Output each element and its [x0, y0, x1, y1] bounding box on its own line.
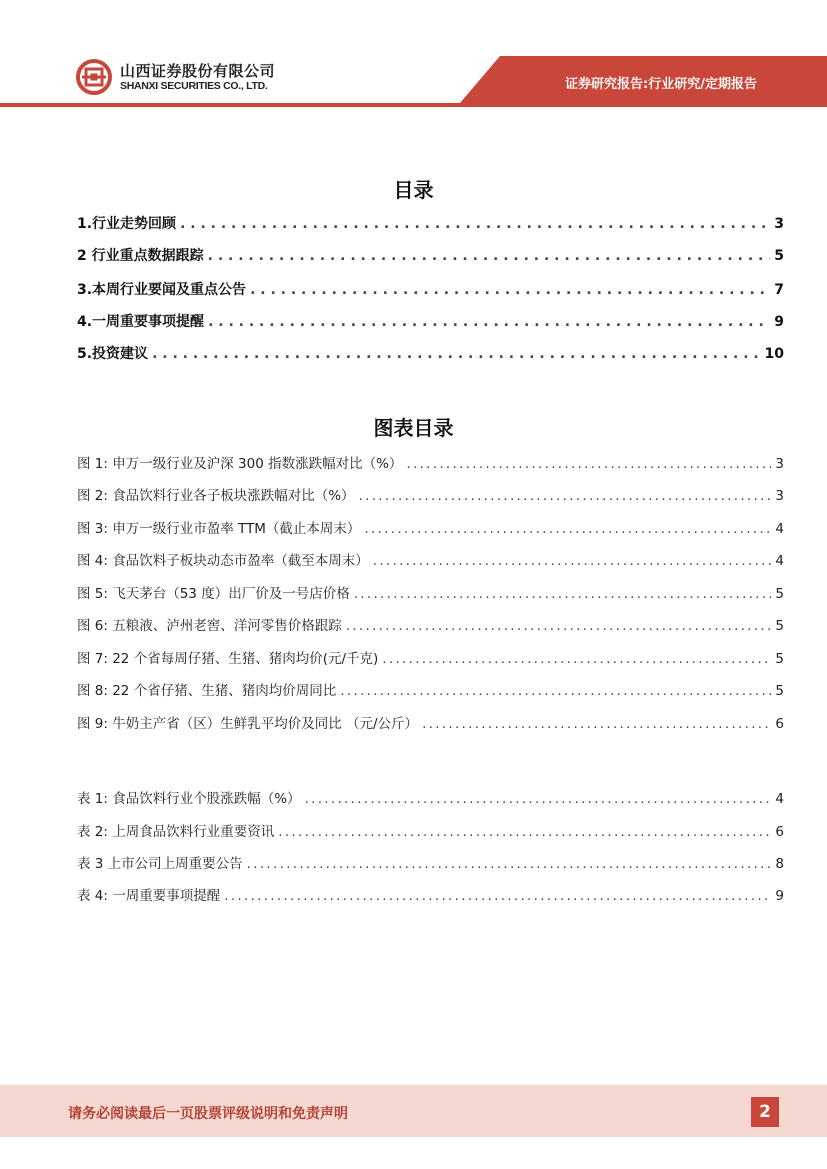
figure-entry[interactable]: [77, 517, 784, 537]
figure-entry-label: 图 6: 五粮液、泸州老窖、洋河零售价格跟踪: [77, 618, 342, 634]
table-entry[interactable]: [77, 884, 784, 904]
toc-title: 目录: [393, 178, 434, 202]
figure-entry-page: 4: [775, 553, 784, 569]
figure-entry-page: 5: [775, 683, 784, 699]
figure-entry-label: 图 8: 22 个省仔猪、生猪、猪肉均价周同比: [77, 683, 337, 699]
table-entry[interactable]: [77, 787, 784, 807]
toc-entry-page: 10: [764, 346, 784, 362]
dot-leader: [208, 314, 770, 330]
table-entry-page: 8: [775, 856, 784, 872]
table-entry[interactable]: [77, 852, 784, 872]
dot-leader: [359, 488, 772, 504]
dot-leader: [224, 888, 771, 904]
figure-entry-page: 4: [775, 521, 784, 537]
figure-entry-page: 5: [775, 651, 784, 667]
dot-leader: [208, 248, 771, 264]
dot-leader: [340, 683, 771, 699]
page-number: 2: [751, 1097, 779, 1127]
toc-entry-page: 7: [774, 282, 784, 298]
table-entry-page: 9: [775, 888, 784, 904]
figure-entry-page: 5: [775, 618, 784, 634]
dot-leader: [346, 618, 772, 634]
page-footer: [0, 1085, 827, 1137]
toc-entry[interactable]: [77, 213, 784, 233]
dot-leader: [180, 216, 770, 232]
toc-entry-label: 5.投资建议: [77, 346, 149, 362]
figure-entry-label: 图 1: 申万一级行业及沪深 300 指数涨跌幅对比（%）: [77, 456, 403, 472]
dot-leader: [250, 282, 770, 298]
table-entry-label: 表 1: 食品饮料行业个股涨跌幅（%）: [77, 791, 301, 807]
dot-leader: [422, 716, 771, 732]
dot-leader: [278, 824, 771, 840]
figure-entry[interactable]: [77, 484, 784, 504]
page-header: [0, 0, 827, 112]
dot-leader: [373, 553, 772, 569]
company-logo-icon: [76, 59, 112, 95]
toc-entry[interactable]: [77, 311, 784, 331]
figure-entry[interactable]: [77, 549, 784, 569]
header-band: [0, 0, 827, 112]
toc-entry-label: 3.本周行业要闻及重点公告: [77, 282, 247, 298]
table-entry-label: 表 3 上市公司上周重要公告: [77, 856, 243, 872]
figure-entry-label: 图 5: 飞天茅台（53 度）出厂价及一号店价格: [77, 586, 350, 602]
figure-entry-page: 3: [775, 488, 784, 504]
dot-leader: [152, 346, 760, 362]
dot-leader: [382, 651, 771, 667]
figure-entry-label: 图 3: 申万一级行业市盈率 TTM（截止本周末）: [77, 521, 361, 537]
dot-leader: [305, 791, 772, 807]
figure-entry[interactable]: [77, 647, 784, 667]
table-entry-page: 6: [775, 824, 784, 840]
table-entry[interactable]: [77, 820, 784, 840]
table-entry-label: 表 4: 一周重要事项提醒: [77, 888, 221, 904]
dot-leader: [406, 456, 771, 472]
figure-entry-label: 图 9: 牛奶主产省（区）生鲜乳平均价及同比 （元/公斤）: [77, 716, 419, 732]
toc-entry-page: 3: [774, 216, 784, 232]
figure-entry-label: 图 7: 22 个省每周仔猪、生猪、猪肉均价(元/千克): [77, 651, 379, 667]
table-entry-label: 表 2: 上周食品饮料行业重要资讯: [77, 824, 275, 840]
figure-entry[interactable]: [77, 712, 784, 732]
toc-entry[interactable]: [77, 279, 784, 299]
figure-entry-label: 图 2: 食品饮料行业各子板块涨跌幅对比（%）: [77, 488, 355, 504]
toc-entry-page: 5: [774, 248, 784, 264]
figure-list-title: 图表目录: [373, 416, 454, 440]
toc-entry-label: 2 行业重点数据跟踪: [77, 248, 204, 264]
toc-entry[interactable]: [77, 245, 784, 265]
dot-leader: [354, 586, 772, 602]
figure-entry-page: 6: [775, 716, 784, 732]
toc-entry-label: 1.行业走势回顾: [77, 216, 177, 232]
dot-leader: [364, 521, 771, 537]
disclaimer-notice: 请务必阅读最后一页股票评级说明和免责声明: [68, 1106, 348, 1122]
company-name-en: SHANXI SECURITIES CO., LTD.: [120, 80, 268, 92]
table-entry-page: 4: [775, 791, 784, 807]
toc-entry[interactable]: [77, 343, 784, 363]
figure-entry-page: 5: [775, 586, 784, 602]
toc-entry-label: 4.一周重要事项提醒: [77, 314, 205, 330]
figure-entry[interactable]: [77, 582, 784, 602]
toc-entry-page: 9: [774, 314, 784, 330]
company-name-cn: 山西证券股份有限公司: [120, 62, 276, 80]
figure-entry-label: 图 4: 食品饮料子板块动态市盈率（截至本周末）: [77, 553, 369, 569]
figure-entry[interactable]: [77, 614, 784, 634]
dot-leader: [247, 856, 772, 872]
figure-entry[interactable]: [77, 452, 784, 472]
figure-entry[interactable]: [77, 679, 784, 699]
figure-entry-page: 3: [775, 456, 784, 472]
report-type-tag: 证券研究报告:行业研究/定期报告: [565, 77, 757, 92]
